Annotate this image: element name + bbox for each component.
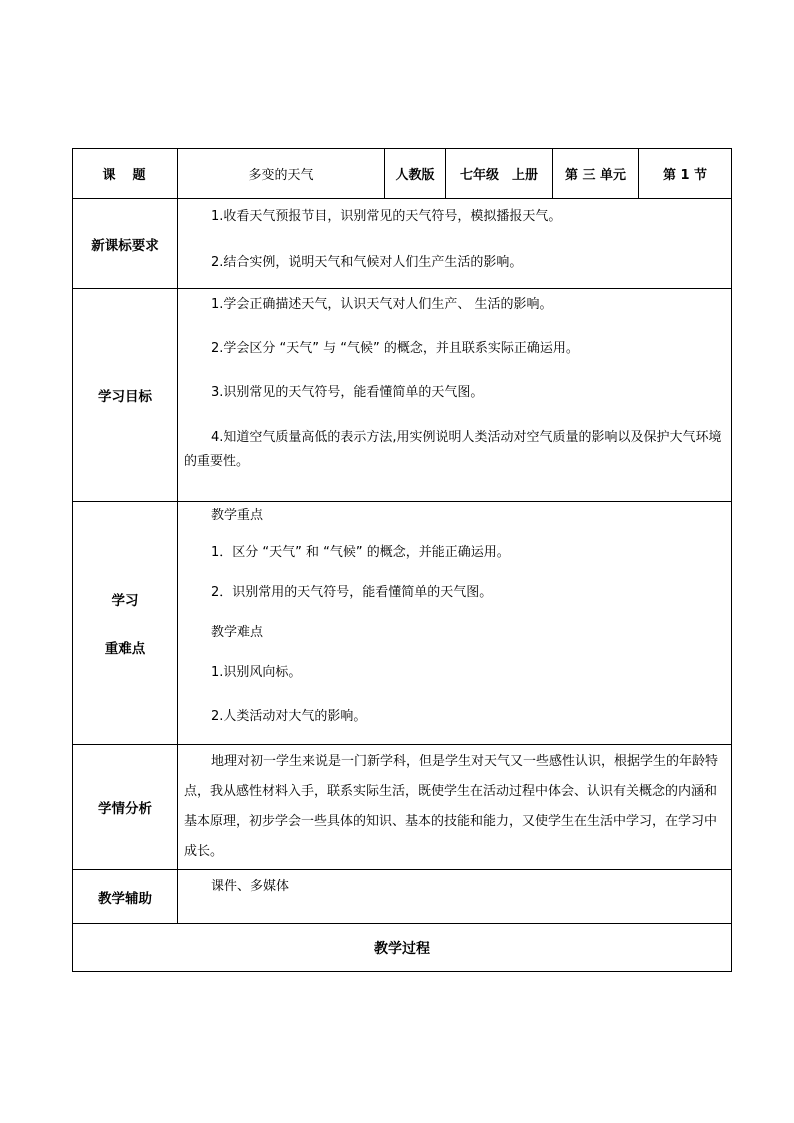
grade: 七年级 上册 — [446, 149, 553, 199]
aids-content — [178, 870, 732, 924]
analysis-row — [73, 745, 732, 870]
analysis-content — [178, 745, 732, 870]
aids-label: 教学辅助 — [73, 870, 178, 924]
objectives-row — [73, 289, 732, 502]
focus-title: 教学重点 — [211, 508, 264, 523]
keypoints-content — [178, 502, 732, 745]
curriculum-label: 新课标要求 — [73, 199, 178, 289]
keypoints-row — [73, 502, 732, 745]
keypoints-label — [73, 502, 178, 745]
aids-text: 课件、多媒体 — [211, 879, 290, 894]
difficulty-item: 1.识别风向标。 — [211, 665, 302, 680]
objectives-label: 学习目标 — [73, 289, 178, 502]
objectives-content — [178, 289, 732, 502]
focus-item: 1．区分 “天气” 和 “气候” 的概念，并能正确运用。 — [211, 545, 510, 560]
topic-title: 多变的天气 — [178, 149, 385, 199]
topic-label: 课 题 — [73, 149, 178, 199]
difficulty-item: 2.人类活动对大气的影响。 — [211, 709, 367, 724]
curriculum-item: 1.收看天气预报节目，识别常见的天气符号，模拟播报天气。 — [211, 209, 562, 224]
unit: 第 三 单元 — [553, 149, 639, 199]
section: 第 1 节 — [639, 149, 732, 199]
objective-item: 3.识别常见的天气符号，能看懂简单的天气图。 — [211, 385, 484, 400]
publisher: 人教版 — [385, 149, 446, 199]
focus-item: 2．识别常用的天气符号，能看懂简单的天气图。 — [211, 585, 493, 600]
process-title: 教学过程 — [73, 924, 732, 972]
analysis-label: 学情分析 — [73, 745, 178, 870]
objective-item: 1.学会正确描述天气，认识天气对人们生产、 生活的影响。 — [211, 297, 553, 312]
keypoints-label-line2: 重难点 — [104, 641, 146, 657]
difficulty-title: 教学难点 — [211, 625, 264, 640]
lesson-plan-table — [72, 148, 732, 972]
curriculum-content — [178, 199, 732, 289]
curriculum-row — [73, 199, 732, 289]
curriculum-item: 2.结合实例，说明天气和气候对人们生产生活的影响。 — [211, 255, 523, 270]
keypoints-label-line1: 学习 — [111, 593, 139, 609]
aids-row — [73, 870, 732, 924]
header-row — [73, 149, 732, 199]
objective-item: 4.知道空气质量高低的表示方法,用实例说明人类活动对空气质量的影响以及保护大气环境的重要性。 — [184, 430, 722, 469]
analysis-text: 地理对初一学生来说是一门新学科，但是学生对天气又一些感性认识，根据学生的年龄特点，我从感性材料入手，联系实际生活，既使学生在活动过程中体会、认识有关概念的内涵和基本原理，初步学会一些具体的知识、基本的技能和能力，又使学生在生活中学习，在学习中成长。 — [184, 754, 719, 859]
process-row — [73, 924, 732, 972]
objective-item: 2.学会区分 “天气” 与 “气候” 的概念，并且联系实际正确运用。 — [211, 341, 579, 356]
